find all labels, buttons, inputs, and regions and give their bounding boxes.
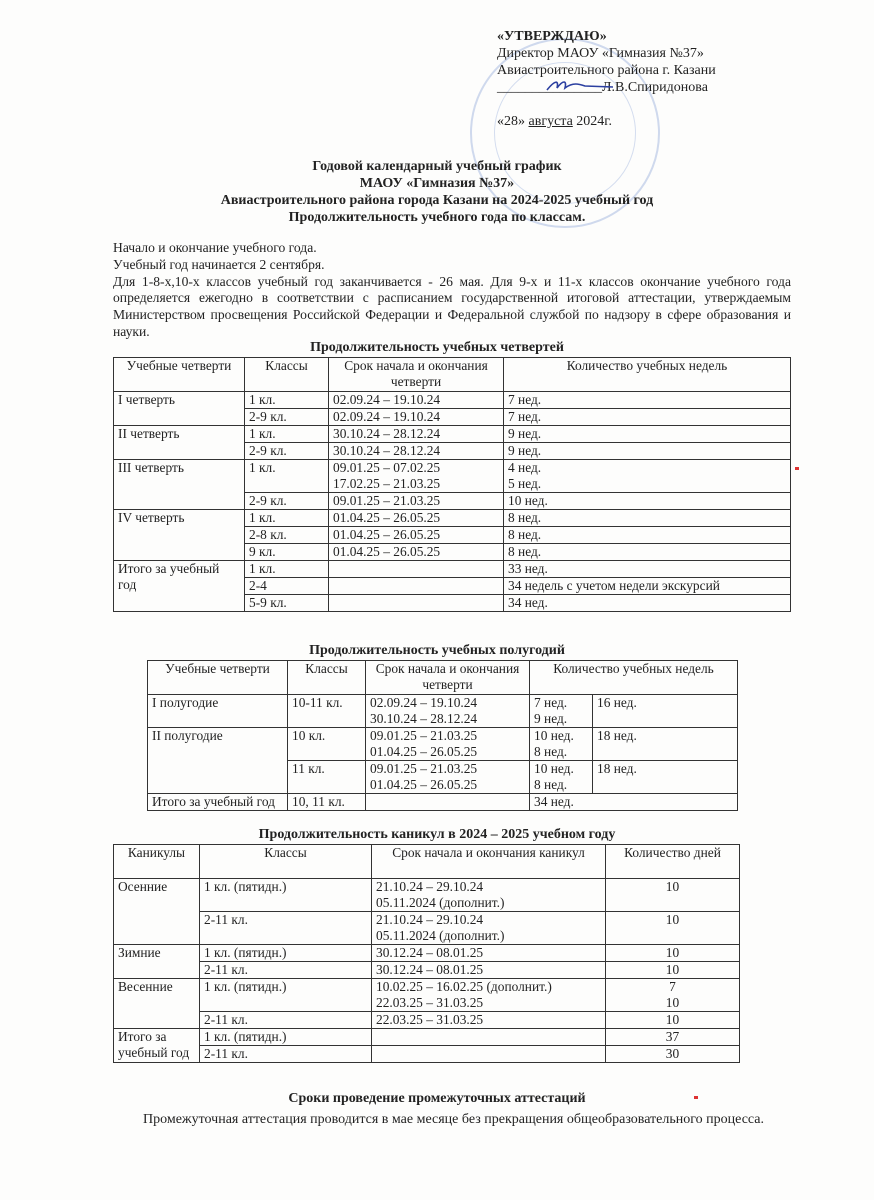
table-row: IV четверть 1 кл. 01.04.25 – 26.05.25 8 нед.	[114, 510, 791, 527]
table-row: 2-11 кл. 30.12.24 – 08.01.25 10	[114, 962, 740, 979]
table-row: Зимние 1 кл. (пятидн.) 30.12.24 – 08.01.25 10	[114, 945, 740, 962]
table-row: Итого за учебный год 10, 11 кл. 34 нед.	[148, 794, 738, 811]
approval-district: Авиастроительного района г. Казани	[497, 63, 716, 78]
table-row: 11 кл. 09.01.25 – 21.03.25 01.04.25 – 26.05.25 10 нед. 8 нед. 18 нед.	[148, 761, 738, 794]
table-row: II полугодие 10 кл. 09.01.25 – 21.03.25 01.04.25 – 26.05.25 10 нед. 8 нед. 18 нед.	[148, 728, 738, 761]
table-row: 2-11 кл. 30	[114, 1046, 740, 1063]
table-row: 2-9 кл. 09.01.25 – 21.03.25 10 нед.	[114, 493, 791, 510]
quarters-caption: Продолжительность учебных четвертей	[310, 340, 564, 355]
halves-caption: Продолжительность учебных полугодий	[309, 643, 565, 658]
table-row: 2-11 кл. 22.03.25 – 31.03.25 10	[114, 1012, 740, 1029]
ink-mark	[694, 1096, 698, 1099]
halves-table: Учебные четверти Классы Срок начала и окончания четверти Количество учебных недель I полугодие 10-11 кл. 02.09.24 – 19.10.24 30.10.24 – 28.12.24 7 нед. 9 нед. 16 нед. II полугодие 10 кл. 09.01.25 – 21.03.25 01.04.25 – 26.05.25 10 нед. 8 нед. 18 нед. 11 кл. 09.01.25 – 21.03.25 01.04.25 – 26.05.25 10 нед. 8 нед. 18 нед. Итого за учебный год 10, 11 кл. 34 нед.	[147, 660, 738, 811]
table-row: I четверть 1 кл. 02.09.24 – 19.10.24 7 нед.	[114, 392, 791, 409]
document-title: Годовой календарный учебный график МАОУ «Гимназия №37» Авиастроительного района города Казани на 2024-2025 учебный год Продолжительность учебного года по классам.	[220, 159, 654, 225]
ink-mark	[795, 467, 799, 470]
approval-date: «28» августа 2024г.	[497, 114, 612, 129]
table-row: 2-9 кл. 02.09.24 – 19.10.24 7 нед.	[114, 409, 791, 426]
holidays-table: Каникулы Классы Срок начала и окончания каникул Количество дней Осенние 1 кл. (пятидн.) 21.10.24 – 29.10.24 05.11.2024 (дополнит.) 10 2-11 кл. 21.10.24 – 29.10.24 05.11.2024 (дополнит.) 10 Зимние 1 кл. (пятидн.) 30.12.24 – 08.01.25 10 2-11 кл. 30.12.24 – 08.01.25 10 Весенние 1 кл. (пятидн.) 10.02.25 – 16.02.25 (дополнит.) 22.03.25 – 31.03.25 7 10 2-11 кл. 22.03.25 – 31.03.25 10 Итого за учебный год 1 кл. (пятидн.) 37 2-11 кл. 30	[113, 844, 740, 1063]
table-row: Весенние 1 кл. (пятидн.) 10.02.25 – 16.02.25 (дополнит.) 22.03.25 – 31.03.25 7 10	[114, 979, 740, 1012]
intro-text: Начало и окончание учебного года. Учебный год начинается 2 сентября. Для 1-8-х,10-х классов учебный год заканчивается - 26 мая. Для 9-х и 11-х классов окончание учебного года определяется ежегодно в соответствии с расписанием государственной итоговой аттестации, утверждаемым Министерством просвещения Российской Федерации и Федеральной службой по надзору в сфере образования и науки.	[113, 240, 791, 339]
attestation-text: Промежуточная аттестация проводится в мае месяце без прекращения общеобразовательного процесса.	[143, 1112, 765, 1127]
table-row: 2-11 кл. 21.10.24 – 29.10.24 05.11.2024 (дополнит.) 10	[114, 912, 740, 945]
approval-signature: _______________Л.В.Спиридонова	[497, 80, 708, 95]
table-row: II четверть 1 кл. 30.10.24 – 28.12.24 9 нед.	[114, 426, 791, 443]
approval-heading: «УТВЕРЖДАЮ»	[497, 29, 607, 44]
table-row: Итого за учебный год 1 кл. (пятидн.) 37	[114, 1029, 740, 1046]
quarters-table: Учебные четверти Классы Срок начала и окончания четверти Количество учебных недель I четверть 1 кл. 02.09.24 – 19.10.24 7 нед. 2-9 кл. 02.09.24 – 19.10.24 7 нед. II четверть 1 кл. 30.10.24 – 28.12.24 9 нед. 2-9 кл. 30.10.24 – 28.12.24 9 нед. III четверть 1 кл. 09.01.25 – 07.02.25 17.02.25 – 21.03.25 4 нед. 5 нед. 2-9 кл. 09.01.25 – 21.03.25 10 нед. IV четверть 1 кл. 01.04.25 – 26.05.25 8 нед. 2-8 кл. 01.04.25 – 26.05.25 8 нед. 9 кл. 01.04.25 – 26.05.25 8 нед. Итого за учебный год 1 кл. 33 нед. 2-4 34 недель с учетом недели экскурсий 5-9 кл. 34 нед.	[113, 357, 791, 612]
table-row: 2-8 кл. 01.04.25 – 26.05.25 8 нед.	[114, 527, 791, 544]
table-row: 9 кл. 01.04.25 – 26.05.25 8 нед.	[114, 544, 791, 561]
table-row: Осенние 1 кл. (пятидн.) 21.10.24 – 29.10.24 05.11.2024 (дополнит.) 10	[114, 879, 740, 912]
attestation-caption: Сроки проведение промежуточных аттестаций	[288, 1091, 586, 1106]
table-row: 2-9 кл. 30.10.24 – 28.12.24 9 нед.	[114, 443, 791, 460]
table-row: Итого за учебный год 1 кл. 33 нед.	[114, 561, 791, 578]
table-row: 2-4 34 недель с учетом недели экскурсий	[114, 578, 791, 595]
approval-director: Директор МАОУ «Гимназия №37»	[497, 46, 704, 61]
table-row: 5-9 кл. 34 нед.	[114, 595, 791, 612]
holidays-caption: Продолжительность каникул в 2024 – 2025 учебном году	[258, 827, 616, 842]
table-row: III четверть 1 кл. 09.01.25 – 07.02.25 17.02.25 – 21.03.25 4 нед. 5 нед.	[114, 460, 791, 493]
table-row: I полугодие 10-11 кл. 02.09.24 – 19.10.24 30.10.24 – 28.12.24 7 нед. 9 нед. 16 нед.	[148, 695, 738, 728]
signature-icon	[545, 78, 615, 94]
